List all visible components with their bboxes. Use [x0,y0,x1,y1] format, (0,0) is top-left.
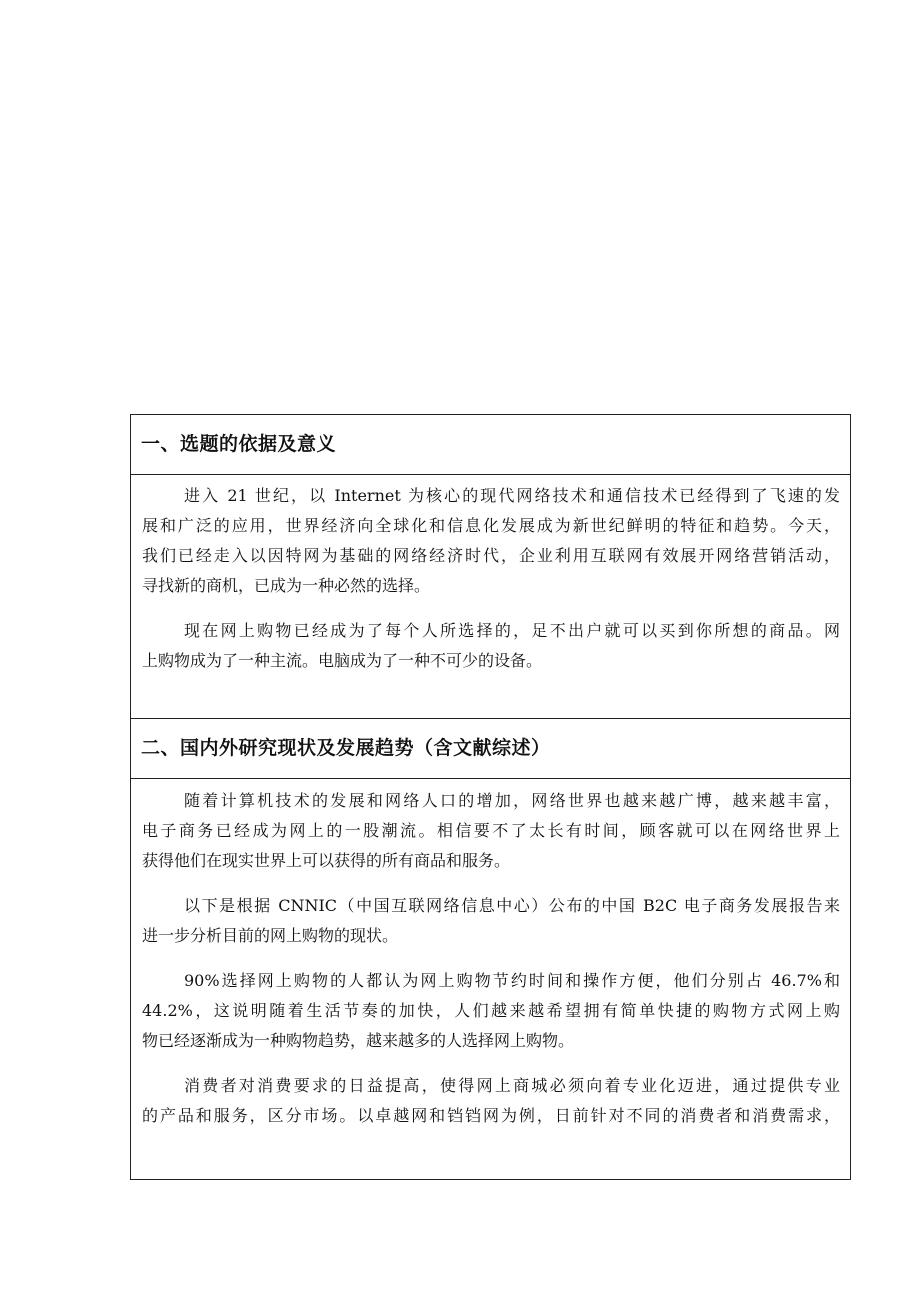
text-line: 现在网上购物已经成为了每个人所选择的，足不出户就可以买到你所想的商品。网 [184,621,840,640]
text-line: 44.2%，这说明随着生活节奏的加快，人们越来越希望拥有简单快捷的购物方式网上购 [142,1001,840,1020]
text-line: 以下是根据 CNNIC（中国互联网络信息中心）公布的中国 B2C 电子商务发展报告来 [184,896,840,915]
text-line: 电子商务已经成为网上的一股潮流。相信要不了太长有时间，顾客就可以在网络世界上 [142,821,840,840]
paragraph [142,616,840,676]
text-line: 的产品和服务，区分市场。以卓越网和铛铛网为例，日前针对不同的消费者和消费需求， [142,1106,840,1125]
paragraph [142,481,840,601]
section-2-heading: 二、国内外研究现状及发展趋势（含文献综述） [141,737,551,759]
section-2-header [131,719,850,779]
text-line: 我们已经走入以因特网为基础的网络经济时代，企业利用互联网有效展开网络营销活动， [142,546,840,565]
text-line: 物已经逐渐成为一种购物趋势，越来越多的人选择网上购物。 [142,1031,575,1050]
text-line: 展和广泛的应用，世界经济向全球化和信息化发展成为新世纪鲜明的特征和趋势。今天， [142,516,840,535]
text-line: 寻找新的商机，已成为一种必然的选择。 [142,576,431,595]
document-table [130,414,851,1180]
paragraph [142,966,840,1056]
section-1-heading: 一、选题的依据及意义 [141,433,337,455]
text-line: 进一步分析目前的网上购物的现状。 [142,926,399,945]
text-line: 获得他们在现实世界上可以获得的所有商品和服务。 [142,851,511,870]
section-1-body [131,481,850,719]
text-line: 消费者对消费要求的日益提高，使得网上商城必须向着专业化迈进，通过提供专业 [184,1076,840,1095]
section-1-header [131,415,850,475]
paragraph [142,1071,840,1131]
paragraph [142,786,840,876]
text-line: 随着计算机技术的发展和网络人口的增加，网络世界也越来越广博，越来越丰富， [184,791,840,810]
section-2-body [131,786,850,1131]
paragraph [142,891,840,951]
text-line: 90%选择网上购物的人都认为网上购物节约时间和操作方便，他们分别占 46.7%和 [184,971,840,990]
text-line: 上购物成为了一种主流。电脑成为了一种不可少的设备。 [142,651,543,670]
text-line: 进入 21 世纪，以 Internet 为核心的现代网络技术和通信技术已经得到了飞速的发 [184,486,840,505]
